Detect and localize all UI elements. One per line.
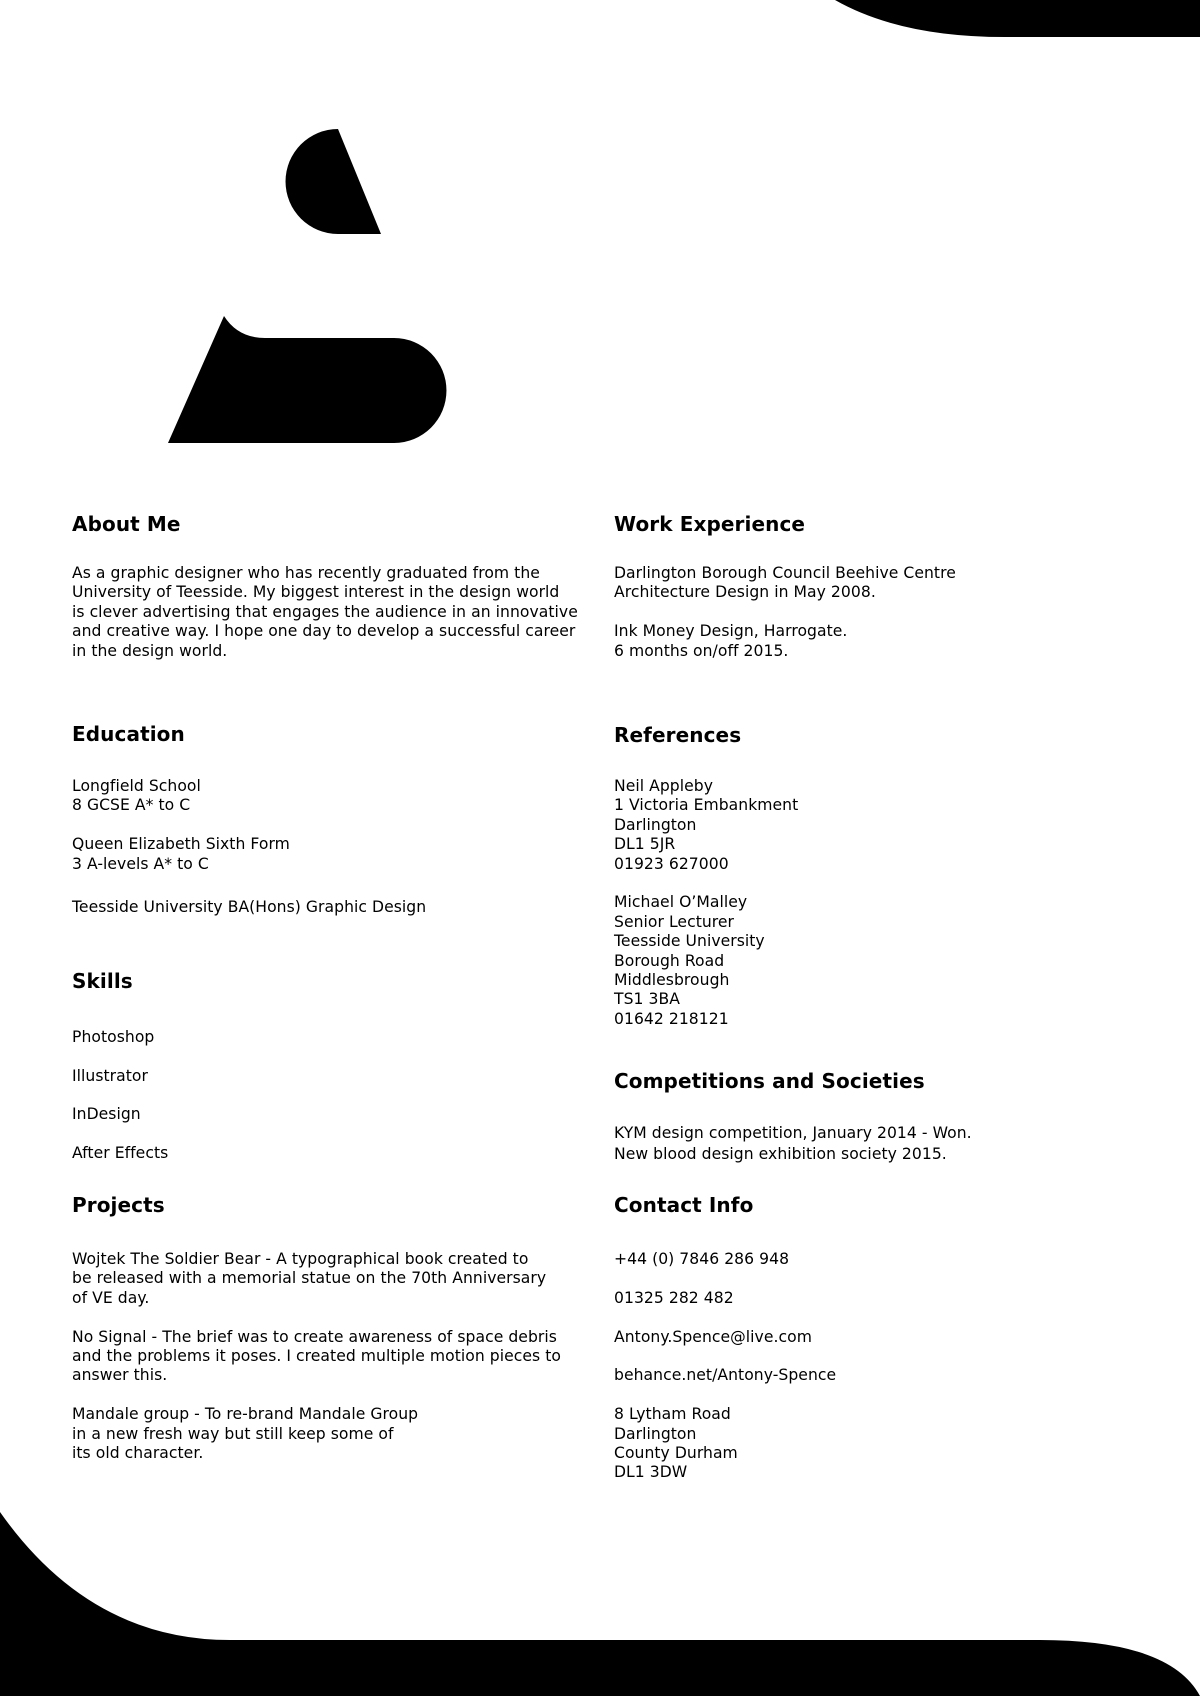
about-line: As a graphic designer who has recently graduated from the [72, 564, 540, 582]
project-line: be released with a memorial statue on the 70th Anniversary [72, 1269, 547, 1288]
skills-section [72, 968, 632, 1162]
reference-line: 01923 627000 [614, 854, 729, 873]
about-line: and creative way. I hope one day to develop a successful career [72, 622, 576, 641]
work-title: Work Experience [614, 512, 806, 536]
contact-website[interactable]: behance.net/Antony-Spence [614, 1366, 837, 1385]
work-line: Ink Money Design, Harrogate. [614, 622, 848, 641]
skill-item: Illustrator [72, 1066, 148, 1085]
project-line: and the problems it poses. I created multiple motion pieces to [72, 1347, 561, 1366]
skill-item: InDesign [72, 1105, 141, 1124]
project-line: of VE day. [72, 1288, 150, 1307]
competitions-section [614, 1068, 1174, 1164]
references-title: References [614, 723, 742, 747]
education-result: 3 A-levels A* to C [72, 854, 209, 873]
reference-line: Michael O’Malley [614, 893, 748, 912]
work-line: Architecture Design in May 2008. [614, 583, 876, 602]
education-result: 8 GCSE A* to C [72, 796, 191, 815]
reference-line: Middlesbrough [614, 971, 730, 990]
reference-line: Senior Lecturer [614, 912, 735, 931]
contact-section [614, 1192, 1174, 1482]
about-title: About Me [72, 512, 181, 536]
contact-address-line: County Durham [614, 1444, 738, 1462]
about-line: is clever advertising that engages the audience in an innovative [72, 602, 578, 621]
contact-phone-mobile[interactable]: +44 (0) 7846 286 948 [614, 1250, 790, 1268]
reference-line: 1 Victoria Embankment [614, 796, 799, 815]
competition-line: New blood design exhibition society 2015. [614, 1145, 947, 1164]
reference-line: Neil Appleby [614, 777, 713, 795]
education-school: Teesside University BA(Hons) Graphic Design [72, 898, 427, 917]
work-section [614, 511, 1174, 661]
education-title: Education [72, 722, 185, 746]
reference-line: Darlington [614, 815, 697, 834]
reference-line: TS1 3BA [614, 990, 680, 1009]
references-section [614, 722, 1174, 1028]
about-line: University of Teesside. My biggest interest in the design world [72, 583, 560, 602]
about-section [72, 511, 632, 661]
competition-line: KYM design competition, January 2014 - Won. [614, 1124, 972, 1142]
right-column [614, 0, 1154, 1696]
work-line: 6 months on/off 2015. [614, 641, 789, 660]
reference-line: Borough Road [614, 951, 725, 970]
education-school: Queen Elizabeth Sixth Form [72, 835, 290, 854]
project-line: answer this. [72, 1366, 168, 1385]
project-line: Mandale group - To re-brand Mandale Group [72, 1405, 419, 1424]
skills-title: Skills [72, 969, 133, 993]
left-column [72, 0, 612, 1696]
about-line: in the design world. [72, 641, 228, 660]
contact-address-line: 8 Lytham Road [614, 1405, 731, 1424]
contact-email[interactable]: Antony.Spence@live.com [614, 1327, 812, 1346]
reference-line: DL1 5JR [614, 835, 676, 854]
project-line: in a new fresh way but still keep some of [72, 1424, 394, 1443]
projects-section [72, 1192, 632, 1463]
skill-item: Photoshop [72, 1028, 155, 1046]
contact-address-line: DL1 3DW [614, 1463, 688, 1482]
competitions-title: Competitions and Societies [614, 1069, 925, 1093]
skill-item: After Effects [72, 1143, 169, 1162]
contact-phone-home[interactable]: 01325 282 482 [614, 1288, 734, 1307]
project-line: its old character. [72, 1444, 204, 1463]
education-school: Longfield School [72, 777, 201, 795]
work-line: Darlington Borough Council Beehive Centre [614, 564, 956, 582]
reference-line: Teesside University [614, 932, 765, 951]
project-line: No Signal - The brief was to create awareness of space debris [72, 1327, 557, 1346]
education-section [72, 721, 632, 917]
contact-address-line: Darlington [614, 1424, 697, 1443]
projects-title: Projects [72, 1193, 165, 1217]
contact-title: Contact Info [614, 1193, 754, 1217]
reference-line: 01642 218121 [614, 1009, 729, 1028]
project-line: Wojtek The Soldier Bear - A typographical book created to [72, 1250, 529, 1268]
